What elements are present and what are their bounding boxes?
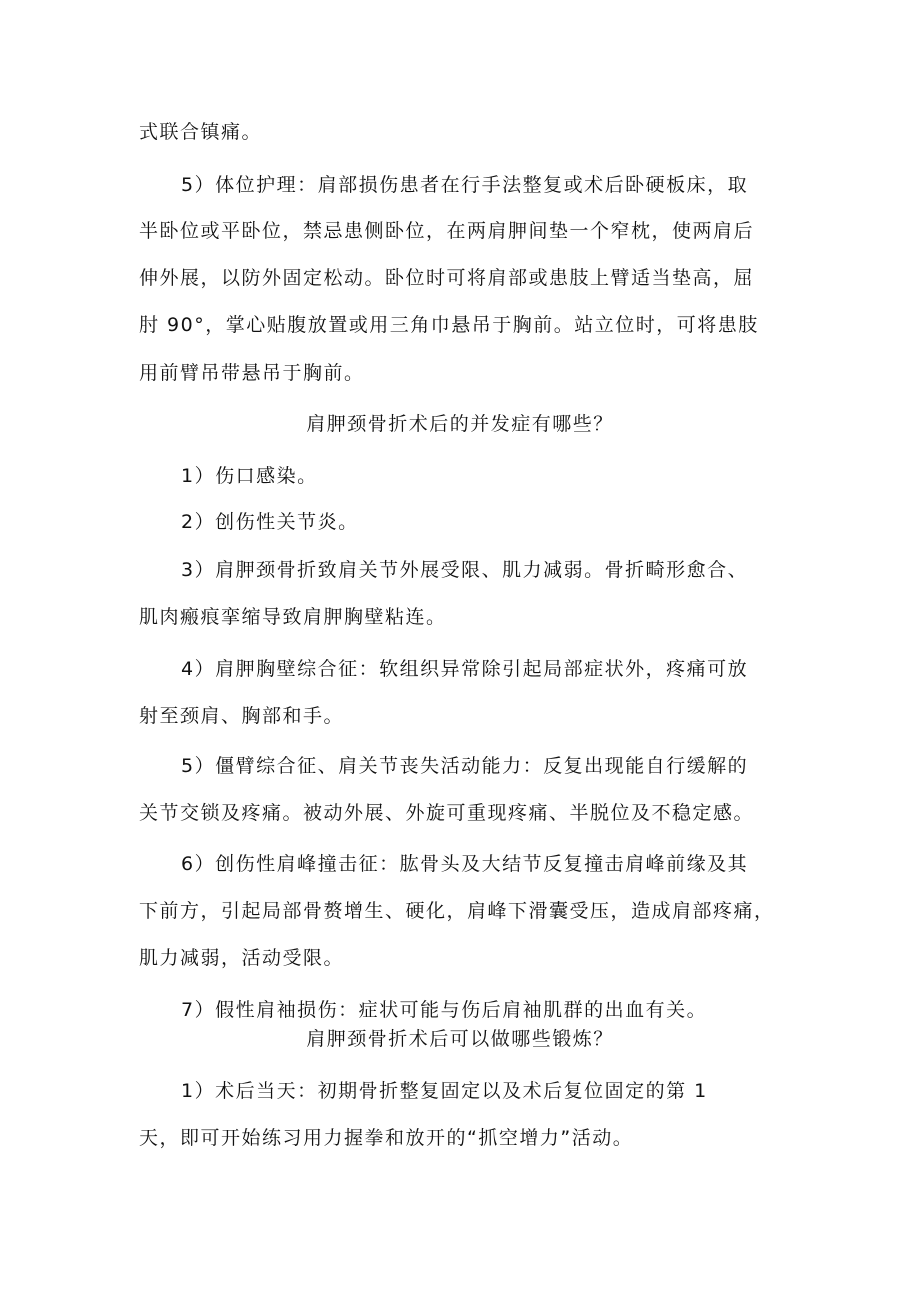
- complication-1: 1）伤口感染。: [181, 465, 318, 487]
- complication-6-line-3: 肌力减弱，活动受限。: [139, 947, 345, 969]
- complication-5-line-2: 关节交锁及疼痛。被动外展、外旋可重现疼痛、半脱位及不稳定感。: [139, 802, 755, 824]
- paragraph-positioning-line-4: 肘 90°，掌心贴腹放置或用三角巾悬吊于胸前。站立位时，可将患肢: [139, 314, 759, 336]
- exercise-1-line-2: 天，即可开始练习用力握拳和放开的“抓空增力”活动。: [139, 1127, 634, 1149]
- heading-exercises: 肩胛颈骨折术后可以做哪些锻炼？: [306, 1028, 614, 1050]
- complication-5-line-1: 5）僵臂综合征、肩关节丧失活动能力：反复出现能自行缓解的: [181, 755, 749, 777]
- paragraph-positioning-line-1: 5）体位护理：肩部损伤患者在行手法整复或术后卧硬板床，取: [181, 174, 749, 196]
- complication-6-line-1: 6）创伤性肩峰撞击征：肱骨头及大结节反复撞击肩峰前缘及其: [181, 853, 749, 875]
- complication-2: 2）创伤性关节炎。: [181, 511, 359, 533]
- heading-complications: 肩胛颈骨折术后的并发症有哪些？: [306, 413, 614, 435]
- complication-7: 7）假性肩袖损伤：症状可能与伤后肩袖肌群的出血有关。: [181, 999, 708, 1021]
- paragraph-positioning-line-5: 用前臂吊带悬吊于胸前。: [139, 362, 365, 384]
- complication-6-line-2: 下前方，引起局部骨赘增生、硬化，肩峰下滑囊受压，造成肩部疼痛，: [139, 900, 775, 922]
- complication-3-line-1: 3）肩胛颈骨折致肩关节外展受限、肌力减弱。骨折畸形愈合、: [181, 559, 749, 581]
- complication-3-line-2: 肌肉瘢痕挛缩导致肩胛胸壁粘连。: [139, 606, 447, 628]
- complication-4-line-1: 4）肩胛胸壁综合征：软组织异常除引起局部症状外，疼痛可放: [181, 658, 749, 680]
- complication-4-line-2: 射至颈肩、胸部和手。: [139, 705, 345, 727]
- exercise-1-line-1: 1）术后当天：初期骨折整复固定以及术后复位固定的第 1: [181, 1080, 708, 1102]
- paragraph-positioning-line-3: 伸外展，以防外固定松动。卧位时可将肩部或患肢上臂适当垫高，屈: [139, 267, 755, 289]
- intro-line-1: 式联合镇痛。: [139, 121, 263, 143]
- paragraph-positioning-line-2: 半卧位或平卧位，禁忌患侧卧位，在两肩胛间垫一个窄枕，使两肩后: [139, 220, 755, 242]
